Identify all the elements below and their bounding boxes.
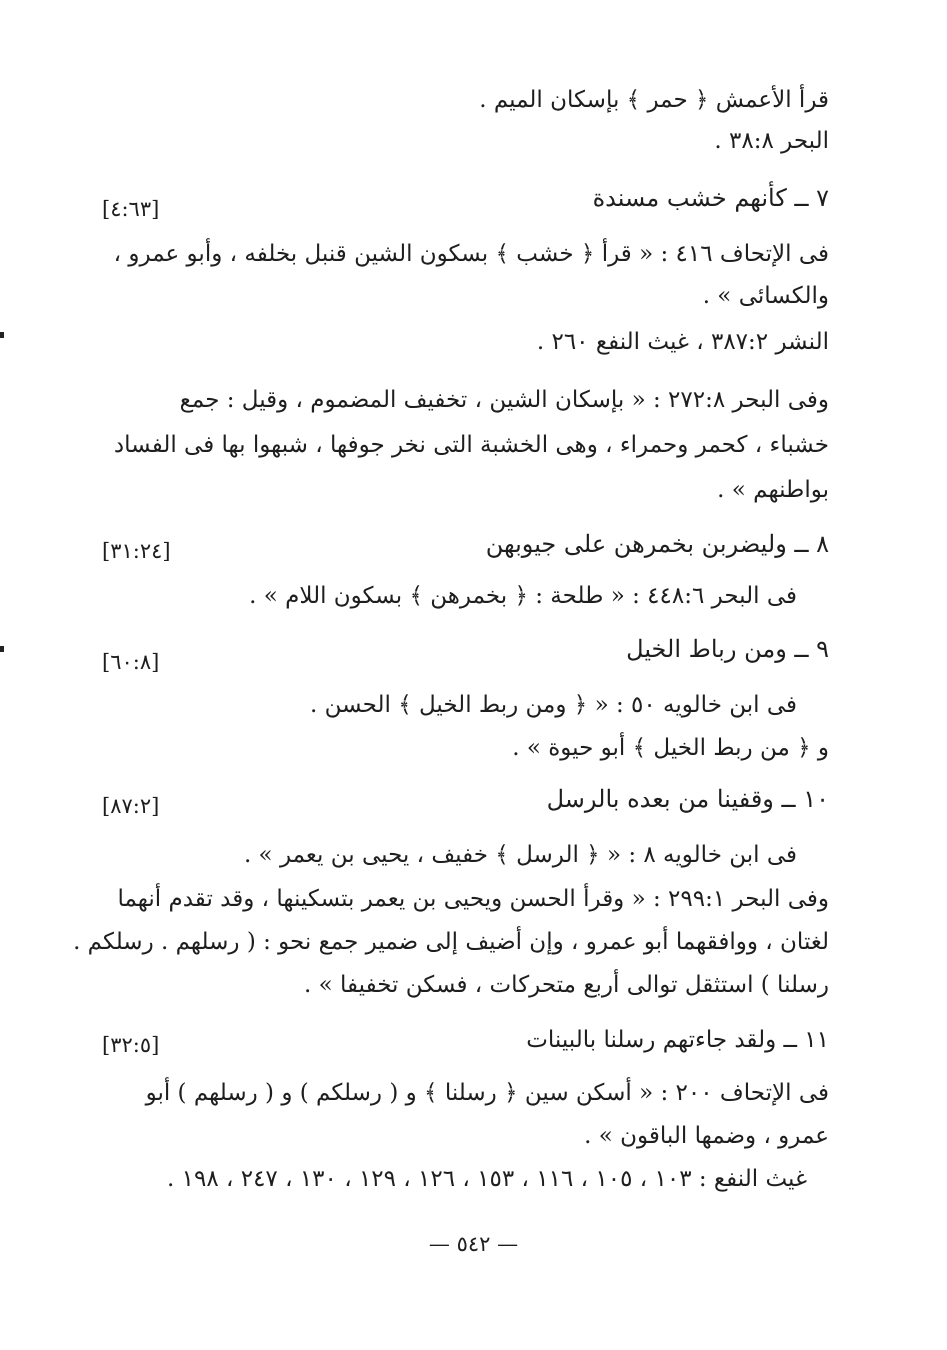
text-line: وفى البحر ٢٧٢:٨ : « بإسكان الشين ، تخفيف المضموم ، وقيل : جمع [179, 387, 829, 413]
verse-reference-7: [٤:٦٣] [102, 197, 160, 221]
text-line: و ﴿ من ربط الخيل ﴾ أبو حيوة » . [512, 735, 829, 761]
text-line: فى ابن خالويه ٥٠ : « ﴿ ومن ربط الخيل ﴾ الحسن . [309, 692, 797, 718]
text-line: والكسائى » . [702, 283, 829, 309]
text-line: النشر ٣٨٧:٢ ، غيث النفع ٢٦٠ . [536, 329, 829, 355]
verse-heading-11: ١١ ــ ولقد جاءتهم رسلنا بالبينات [526, 1027, 829, 1053]
text-line: خشباء ، كحمر وحمراء ، وهى الخشبة التى نخر جوفها ، شبهوا بها فى الفساد [113, 432, 829, 458]
text-line: غيث النفع : ١٠٣ ، ١٠٥ ، ١١٦ ، ١٥٣ ، ١٢٦ ، ١٢٩ ، ١٣٠ ، ٢٤٧ ، ١٩٨ . [166, 1166, 807, 1192]
verse-reference-11: [٣٢:٥] [102, 1033, 160, 1057]
verse-heading-10: ١٠ ــ وقفينا من بعده بالرسل [546, 785, 829, 813]
scan-margin-mark [0, 646, 4, 652]
text-line: قرأ الأعمش ﴿ حمر ﴾ بإسكان الميم . [479, 87, 829, 113]
page-number: — ٥٤٢ — [428, 1232, 519, 1256]
text-line: بواطنهم » . [717, 477, 829, 503]
text-line: لغتان ، ووافقهما أبو عمرو ، وإن أضيف إلى ضمير جمع نحو : ( رسلهم . رسلكم . [73, 929, 829, 955]
text-line: فى الإتحاف ٤١٦ : « قرأ ﴿ خشب ﴾ بسكون الشين قنبل بخلفه ، وأبو عمرو ، [113, 241, 829, 267]
text-line: رسلنا ) استثقل توالى أربع متحركات ، فسكن تخفيفا » . [303, 972, 829, 998]
text-line: فى الإتحاف ٢٠٠ : « أسكن سين ﴿ رسلنا ﴾ و ( رسلكم ) و ( رسلهم ) أبو [145, 1080, 829, 1106]
text-line: فى البحر ٤٤٨:٦ : « طلحة : ﴿ بخمرهن ﴾ بسكون اللام » . [249, 583, 797, 609]
verse-heading-8: ٨ ــ وليضربن بخمرهن على جيوبهن [485, 530, 829, 558]
verse-heading-7: ٧ ــ كأنهم خشب مسندة [592, 184, 829, 212]
text-line: وفى البحر ٢٩٩:١ : « وقرأ الحسن ويحيى بن يعمر بتسكينها ، وقد تقدم أنهما [117, 886, 829, 912]
verse-reference-10: [٨٧:٢] [102, 794, 160, 818]
verse-reference-8: [٣١:٢٤] [102, 539, 171, 563]
text-line: البحر ٣٨:٨ . [714, 128, 829, 154]
text-line: عمرو ، وضمها الباقون » . [584, 1123, 829, 1149]
text-line: فى ابن خالويه ٨ : « ﴿ الرسل ﴾ خفيف ، يحيى بن يعمر » . [243, 842, 797, 868]
verse-reference-9: [٦٠:٨] [102, 650, 160, 674]
scan-margin-mark [0, 332, 4, 338]
verse-heading-9: ٩ ــ ومن رباط الخيل [626, 635, 829, 663]
